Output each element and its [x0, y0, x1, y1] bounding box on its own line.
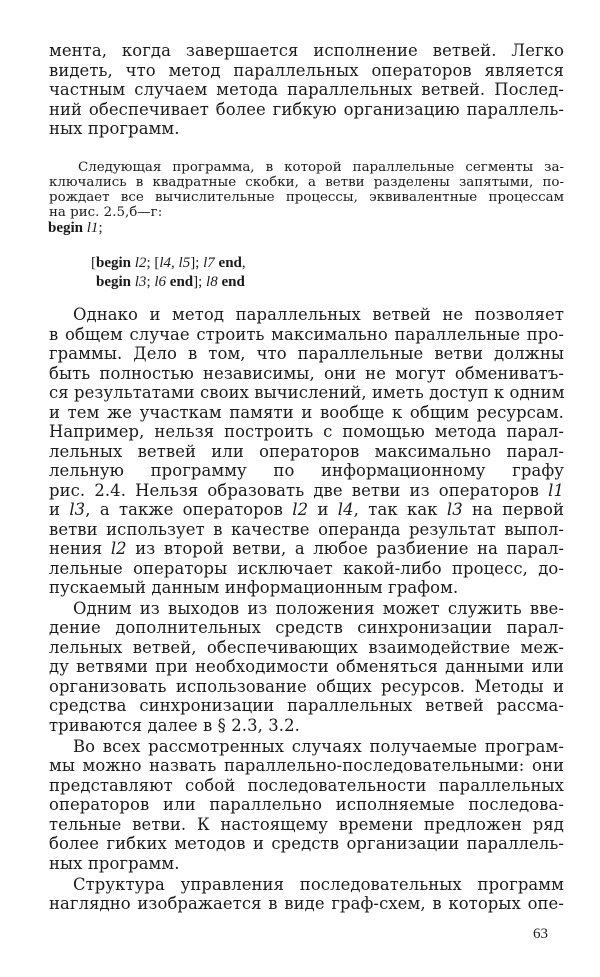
- punctuation: ];: [193, 274, 207, 290]
- text-line: граммы. Дело в том, что параллельные ветви должны: [49, 344, 564, 363]
- text-run: на первой: [462, 500, 564, 519]
- text-line: и тем же участкам памяти и вообще к общим ресурсам.: [49, 403, 564, 422]
- keyword: end: [218, 255, 242, 271]
- text-line: быть полностью независимы, они не могут обмениватъ-: [49, 364, 564, 383]
- text-line: ветви использует в качестве операнда результат выпол-: [49, 520, 564, 539]
- example-text-line: ключались в квадратные скобки, а ветви разделены запятыми, по-: [49, 175, 564, 190]
- punctuation: ;: [146, 274, 155, 290]
- punctuation: ];: [190, 255, 204, 271]
- text-line: лельную программу по информационному графу: [49, 461, 564, 480]
- page-number: 63: [533, 926, 548, 942]
- keyword: end: [221, 274, 245, 290]
- text-line: мента, когда завершается исполнение ветвей. Легко: [49, 41, 564, 60]
- text-line: средства синхронизации параллельных ветвей рассма-: [49, 696, 564, 715]
- operator-ref: l2: [292, 500, 309, 519]
- text-run: и: [308, 500, 338, 519]
- text-line: частным случаем метода параллельных ветвей. Послед-: [49, 80, 564, 99]
- example-text-line: рождает все вычислительные процессы, эквивалентные процессам: [49, 190, 564, 205]
- text-line: Структура управления последовательных программ: [73, 875, 564, 894]
- keyword: end: [169, 274, 194, 290]
- code-line-2: [91, 255, 246, 272]
- text-line: лельных ветвей, обеспечивающих взаимодействие меж-: [49, 638, 564, 657]
- text-line: ных программ.: [49, 854, 180, 873]
- text-line: ду ветвями при необходимости обменяться данными или: [49, 657, 564, 676]
- text-line: лельные операторы исключает какой-либо процесс, до-: [49, 559, 564, 578]
- punctuation: ;: [98, 220, 103, 236]
- example-text-line: на рис. 2.5,б—г:: [49, 205, 163, 220]
- text-run: , так как: [353, 500, 447, 519]
- text-line: ся результатами своих вычислений, иметь доступ к одним: [49, 383, 565, 402]
- operator-ref: l1: [548, 481, 564, 500]
- operator-ref: l3: [69, 500, 86, 519]
- text-run: рис. 2.4. Нельзя образовать две ветви из операторов: [49, 481, 549, 500]
- punctuation: ; [: [146, 255, 160, 271]
- text-line: дение дополнительных средств синхронизации парал-: [49, 618, 564, 637]
- identifier: l2: [134, 255, 147, 271]
- code-line-1: [48, 220, 103, 237]
- text-line: [49, 539, 564, 558]
- identifier: l5: [178, 255, 191, 271]
- text-line: Например, нельзя построить с помощью метода парал-: [49, 422, 564, 441]
- keyword: begin: [48, 220, 84, 236]
- identifier: l3: [134, 274, 147, 290]
- text-line: организовать использование общих ресурсов. Методы и: [49, 677, 564, 696]
- example-text-line: Следующая программа, в которой параллельные сегменты за-: [78, 160, 564, 175]
- text-line: ных программ.: [49, 119, 180, 138]
- keyword: begin: [96, 255, 132, 271]
- code-line-3: [96, 274, 245, 291]
- operator-ref: l4: [337, 500, 354, 519]
- operator-ref: l3: [446, 500, 463, 519]
- text-line: [49, 481, 564, 500]
- identifier: l8: [206, 274, 218, 290]
- text-run: из второй ветви, а любое разбиение на парал-: [126, 539, 565, 558]
- identifier: l1: [86, 220, 99, 236]
- identifier: l4: [159, 255, 172, 271]
- identifier: l6: [154, 274, 167, 290]
- text-line: лельных ветвей или операторов максимально парал-: [49, 442, 564, 461]
- text-line: ний обеспечивает более гибкую организацию параллель-: [49, 100, 564, 119]
- text-line: представляют собой последовательности параллельных: [49, 776, 564, 795]
- punctuation: ,: [241, 255, 246, 271]
- text-line: наглядно изображается в виде граф-схем, в которых опе-: [49, 894, 564, 913]
- text-line: тельные ветви. К настоящему времени предложен ряд: [49, 815, 564, 834]
- text-line: триваются далее в § 2.3, 3.2.: [49, 716, 300, 735]
- text-line: более гибких методов и средств организации параллель-: [49, 834, 564, 853]
- text-line: Одним из выходов из положения может служить вве-: [73, 599, 564, 618]
- punctuation: ,: [171, 255, 179, 271]
- operator-ref: l2: [110, 539, 127, 558]
- text-line: пускаемый данным информационным графом.: [49, 578, 459, 597]
- text-line: мы можно назвать параллельно-последовательными: они: [49, 756, 564, 775]
- text-run: и: [49, 500, 70, 519]
- text-line: Однако и метод параллельных ветвей не позволяет: [73, 305, 564, 324]
- text-line: видеть, что метод параллельных операторов является: [49, 61, 564, 80]
- text-line: в общем случае строить максимально параллельные про-: [49, 325, 564, 344]
- punctuation: [: [91, 255, 96, 271]
- text-line: [49, 500, 564, 519]
- text-line: операторов или параллельно исполняемые последова-: [49, 795, 564, 814]
- text-run: нения: [49, 539, 111, 558]
- text-run: , а также операторов: [85, 500, 293, 519]
- keyword: begin: [96, 274, 132, 290]
- identifier: l7: [203, 255, 215, 271]
- text-line: Во всех рассмотренных случаях получаемые програм-: [73, 737, 564, 756]
